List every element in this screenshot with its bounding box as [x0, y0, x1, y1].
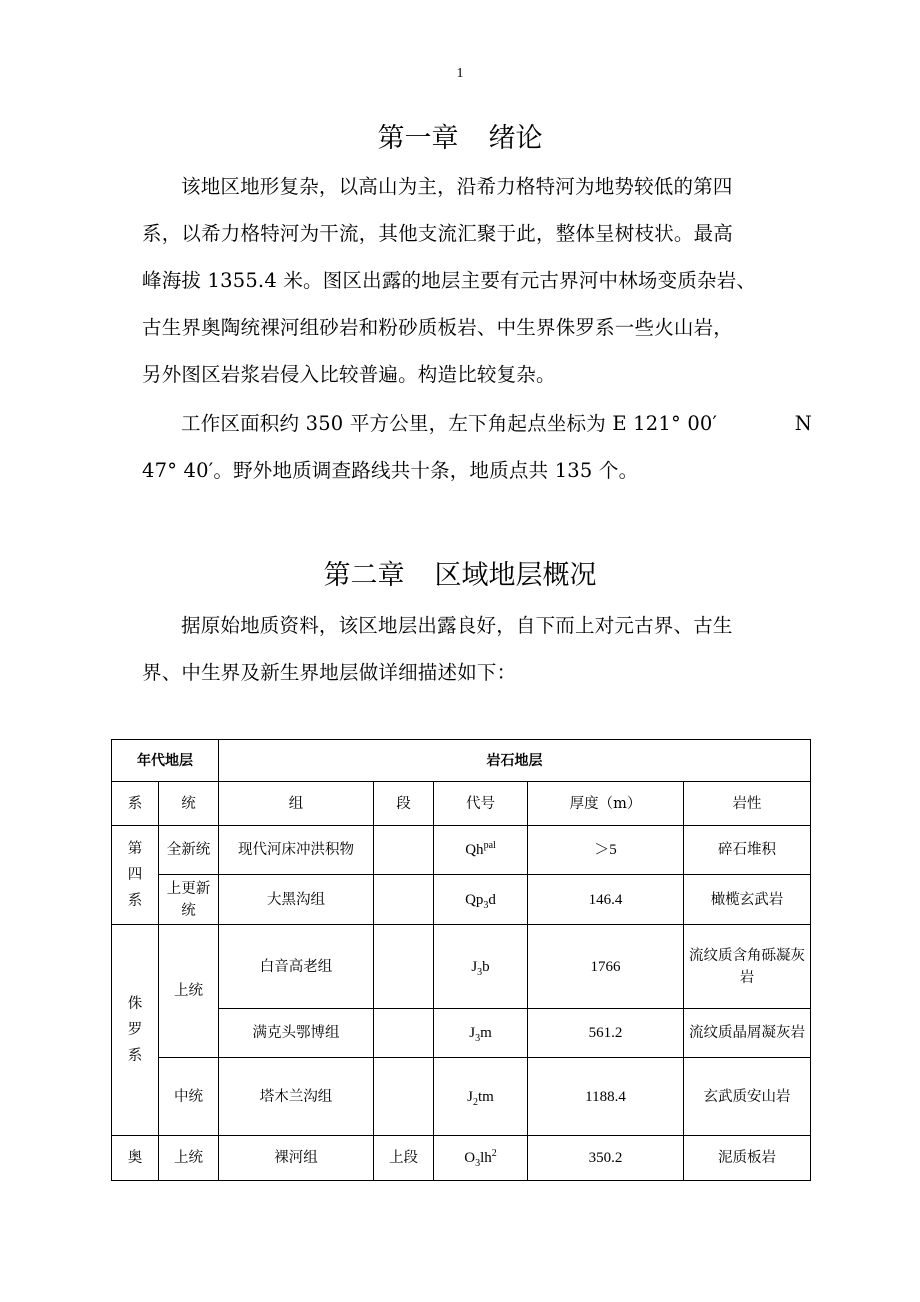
member-cell — [374, 925, 434, 1009]
code-cell — [434, 826, 528, 875]
code-cell — [434, 1009, 528, 1058]
code-sub: 3 — [475, 1033, 481, 1044]
text-line: 古生界奥陶统裸河组砂岩和粉砂质板岩、中生界侏罗系一些火山岩， — [142, 316, 734, 339]
member-cell — [374, 1058, 434, 1136]
code-tail: b — [482, 958, 490, 975]
code-tail: lh — [480, 1150, 492, 1166]
code-base: Qh — [465, 842, 484, 858]
system-quaternary — [112, 826, 159, 925]
text-line: 界、中生界及新生界地层做详细描述如下： — [142, 661, 517, 684]
code-tail: m — [480, 1025, 492, 1041]
code-base: O — [464, 1150, 476, 1166]
chapter-1-number: 第一章 — [377, 123, 459, 154]
header-chronostratigraphy: 年代地层 — [112, 740, 219, 782]
chapter-1-paragraph-2 — [142, 400, 812, 494]
thickness-cell: 561.2 — [528, 1009, 684, 1058]
series-cell: 全新统 — [159, 826, 219, 875]
chapter-1-paragraph-1 — [142, 163, 802, 398]
text-line — [142, 400, 812, 447]
table-row — [112, 1058, 811, 1136]
text-line: 据原始地质资料，该区地层出露良好，自下而上对元古界、古生 — [181, 614, 733, 637]
col-system: 系 — [112, 782, 159, 826]
text-line: 该地区地形复杂，以高山为主，沿希力格特河为地势较低的第四 — [181, 175, 733, 198]
lithology-cell: 橄榄玄武岩 — [684, 875, 811, 925]
formation-cell: 大黑沟组 — [219, 875, 374, 925]
system-char: 罗 — [127, 1022, 143, 1038]
thickness-cell: 1766 — [528, 925, 684, 1009]
lithology-cell: 流纹质含角砾凝灰岩 — [684, 925, 811, 1009]
coordinate-text: 工作区面积约 350 平方公里，左下角起点坐标为 E 121° 00′ — [181, 412, 718, 435]
thickness-cell: 1188.4 — [528, 1058, 684, 1136]
text-line: 系，以希力格特河为干流，其他支流汇聚于此，整体呈树枝状。最高 — [142, 222, 734, 245]
lithology-cell: 碎石堆积 — [684, 826, 811, 875]
system-char: 系 — [127, 1048, 143, 1064]
series-cell: 上统 — [159, 1136, 219, 1181]
coordinate-n: N — [794, 412, 812, 435]
code-cell — [434, 1058, 528, 1136]
table-row — [112, 925, 811, 1009]
code-sub: 3 — [483, 899, 489, 911]
member-cell — [374, 1009, 434, 1058]
code-cell — [434, 925, 528, 1009]
thickness-cell: 146.4 — [528, 875, 684, 925]
header-lithostratigraphy: 岩石地层 — [219, 740, 811, 782]
code-base: Qp — [465, 891, 484, 908]
chapter-2-paragraph — [142, 602, 802, 696]
col-formation: 组 — [219, 782, 374, 826]
thickness-cell: ＞5 — [528, 826, 684, 875]
col-lithology: 岩性 — [684, 782, 811, 826]
system-jurassic — [112, 925, 159, 1136]
lithology-cell: 流纹质晶屑凝灰岩 — [684, 1009, 811, 1058]
text-line: 另外图区岩浆岩侵入比较普遍。构造比较复杂。 — [142, 363, 556, 386]
code-cell — [434, 1136, 528, 1181]
system-char: 四 — [127, 867, 143, 883]
thickness-cell: 350.2 — [528, 1136, 684, 1181]
code-sub: 2 — [473, 1096, 478, 1108]
col-series: 统 — [159, 782, 219, 826]
system-char: 侏 — [127, 996, 143, 1012]
strata-table — [111, 739, 811, 1181]
code-sub: 3 — [475, 1158, 481, 1169]
col-thickness: 厚度（m） — [528, 782, 684, 826]
chapter-1-title — [0, 116, 920, 155]
series-cell: 上统 — [159, 925, 219, 1058]
col-member: 段 — [374, 782, 434, 826]
chapter-2-title — [0, 553, 920, 592]
code-base: J — [471, 958, 478, 975]
member-cell: 上段 — [374, 1136, 434, 1181]
chapter-2-name: 区域地层概况 — [434, 560, 597, 591]
formation-cell: 裸河组 — [219, 1136, 374, 1181]
chapter-1-name: 绪论 — [488, 123, 543, 154]
column-header-row — [112, 782, 811, 826]
code-tail: d — [488, 891, 496, 908]
text-line: 47° 40′。野外地质调查路线共十条，地质点共 135 个。 — [142, 459, 639, 482]
chapter-2-number: 第二章 — [323, 560, 405, 591]
code-tail: tm — [478, 1088, 494, 1105]
member-cell — [374, 875, 434, 925]
code-base: J — [467, 1088, 473, 1105]
code-cell — [434, 875, 528, 925]
code-sup: 2 — [491, 1148, 497, 1159]
page-number: 1 — [456, 66, 464, 81]
code-base: J — [469, 1025, 476, 1041]
formation-cell: 塔木兰沟组 — [219, 1058, 374, 1136]
table-row — [112, 1136, 811, 1181]
system-char: 第 — [127, 841, 143, 857]
code-sub: 3 — [477, 966, 483, 978]
table-row — [112, 826, 811, 875]
member-cell — [374, 826, 434, 875]
series-cell: 中统 — [159, 1058, 219, 1136]
formation-cell: 现代河床冲洪积物 — [219, 826, 374, 875]
col-code: 代号 — [434, 782, 528, 826]
series-cell: 上更新统 — [159, 875, 219, 925]
table-header-row — [112, 740, 811, 782]
formation-cell: 满克头鄂博组 — [219, 1009, 374, 1058]
text-line: 峰海拔 1355.4 米。图区出露的地层主要有元古界河中林场变质杂岩、 — [142, 269, 757, 292]
code-sup: pal — [483, 840, 496, 851]
system-ordovician: 奥 — [112, 1136, 159, 1181]
system-char: 系 — [127, 893, 143, 909]
lithology-cell: 泥质板岩 — [684, 1136, 811, 1181]
lithology-cell: 玄武质安山岩 — [684, 1058, 811, 1136]
table-row — [112, 875, 811, 925]
formation-cell: 白音高老组 — [219, 925, 374, 1009]
